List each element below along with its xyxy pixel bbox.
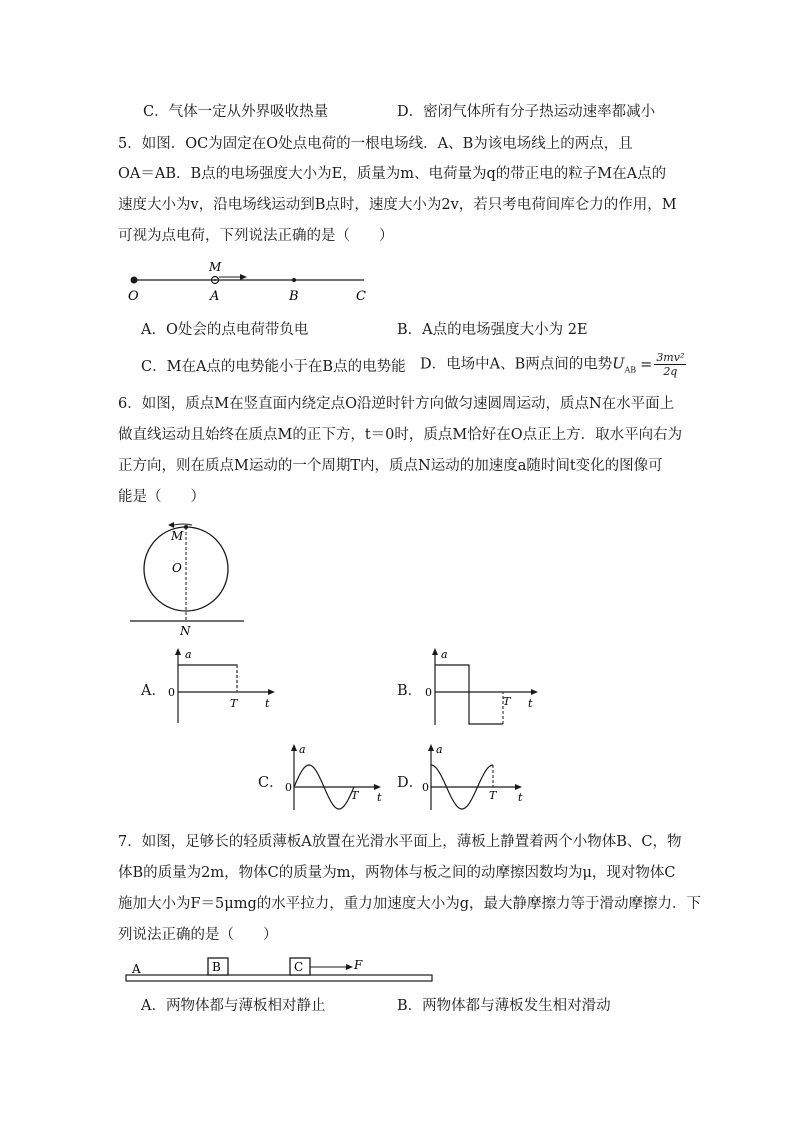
q5-option-d-denominator: 2q <box>663 365 678 378</box>
q7-label-f: F <box>354 958 363 972</box>
q6-graph-c-zero: 0 <box>285 781 292 794</box>
q7-stem-line-2: 体B的质量为2m，物体C的质量为m，两物体与板之间的动摩擦因数均为μ，现对物体C <box>118 865 676 881</box>
q5-electric-field-line-figure <box>118 258 378 304</box>
q5-label-c: C <box>356 289 366 304</box>
q5-label-m: M <box>209 260 222 274</box>
q6-graph-d-zero: 0 <box>422 781 429 794</box>
q6-graph-c <box>282 742 390 812</box>
q5-option-d-numerator: 3mv² <box>656 351 685 364</box>
q6-label-m: M <box>171 529 184 543</box>
q5-option-d-u: U <box>612 356 625 373</box>
q5-option-b: B．A点的电场强度大小为 2E <box>397 322 588 338</box>
q6-graph-b-t: t <box>528 697 533 710</box>
q6-label-o: O <box>172 561 182 575</box>
q5-label-a: A <box>210 289 220 304</box>
q5-stem-line-1: 5．如图．OC为固定在O处点电荷的一根电场线．A、B为该电场线上的两点，且 <box>118 136 633 152</box>
q6-graph-a <box>164 645 284 727</box>
q7-stem-line-1: 7．如图，足够长的轻质薄板A放置在光滑水平面上，薄板上静置着两个小物体B、C，物 <box>118 834 682 850</box>
q6-graph-b-zero: 0 <box>425 686 432 699</box>
q6-graph-c-T: T <box>351 789 359 802</box>
q5-option-d <box>420 351 686 385</box>
q7-label-a: A <box>132 962 141 976</box>
q6-graph-b-curve <box>435 665 503 724</box>
q6-graph-d <box>419 742 531 812</box>
q5-stem-line-4: 可视为点电荷，下列说法正确的是（ ） <box>118 228 394 244</box>
q5-option-d-prefix: D．电场中A、B两点间的电势 <box>420 356 613 373</box>
q6-graph-c-axis-a: a <box>299 743 306 756</box>
q6-graph-a-t: t <box>265 697 270 710</box>
q6-graph-b-axis-a: a <box>441 648 448 661</box>
q6-graph-d-axis-a: a <box>436 743 443 756</box>
q7-stem-line-3: 施加大小为F＝5μmg的水平拉力，重力加速度大小为g，最大静摩擦力等于滑动摩擦力．下 <box>118 896 702 912</box>
q6-stem-line-4: 能是（ ） <box>118 489 205 505</box>
q4-option-d: D．密闭气体所有分子热运动速率都减小 <box>397 104 656 120</box>
q7-option-a: A．两物体都与薄板相对静止 <box>141 998 326 1014</box>
q6-graph-b-label: B． <box>397 683 423 699</box>
q6-label-n: N <box>180 624 191 638</box>
q7-board-figure <box>124 955 438 985</box>
q7-option-b: B．两物体都与薄板发生相对滑动 <box>397 998 611 1014</box>
q6-graph-d-T: T <box>489 789 497 802</box>
q6-graph-c-label: C． <box>258 775 284 791</box>
q6-stem-line-1: 6．如图，质点M在竖直面内绕定点O沿逆时针方向做匀速圆周运动，质点N在水平面上 <box>118 396 675 412</box>
q5-stem-line-3: 速度大小为v，沿电场线运动到B点时，速度大小为2v，若只考电荷间库仑力的作用，M <box>118 197 677 213</box>
q6-graph-c-t: t <box>377 791 382 804</box>
q6-graph-a-label: A． <box>141 683 166 699</box>
q5-label-b: B <box>289 289 299 304</box>
q6-graph-a-axis-a: a <box>185 648 192 661</box>
q6-graph-d-t: t <box>518 791 523 804</box>
q6-graph-b-T: T <box>503 695 511 708</box>
q5-option-a: A．O处会的点电荷带负电 <box>141 322 309 338</box>
q5-option-d-fraction <box>654 351 686 378</box>
q5-option-d-sub: AB <box>624 365 637 375</box>
q6-graph-a-T: T <box>230 697 238 710</box>
q6-graph-b <box>421 645 546 729</box>
q7-label-c: C <box>294 960 304 974</box>
q7-label-b: B <box>212 960 221 974</box>
q6-circle-figure <box>124 515 248 639</box>
q6-graph-a-zero: 0 <box>168 686 175 699</box>
q5-stem-line-2: OA＝AB．B点的电场强度大小为E，质量为m、电荷量为q的带正电的粒子M在A点的 <box>118 166 667 182</box>
q6-graph-d-label: D． <box>397 775 424 791</box>
q5-option-d-eq: = <box>640 356 653 373</box>
q5-option-c: C．M在A点的电势能小于在B点的电势能 <box>141 359 406 375</box>
q5-label-o: O <box>128 289 139 304</box>
q6-stem-line-2: 做直线运动且始终在质点M的正下方，t＝0时，质点M恰好在O点正上方．取水平向右为 <box>118 427 683 443</box>
q6-graph-a-curve <box>178 665 237 692</box>
q4-option-c: C．气体一定从外界吸收热量 <box>143 104 329 120</box>
q7-stem-line-4: 列说法正确的是（ ） <box>118 927 278 943</box>
q6-stem-line-3: 正方向，则在质点M运动的一个周期T内，质点N运动的加速度a随时间t变化的图像可 <box>118 458 663 474</box>
